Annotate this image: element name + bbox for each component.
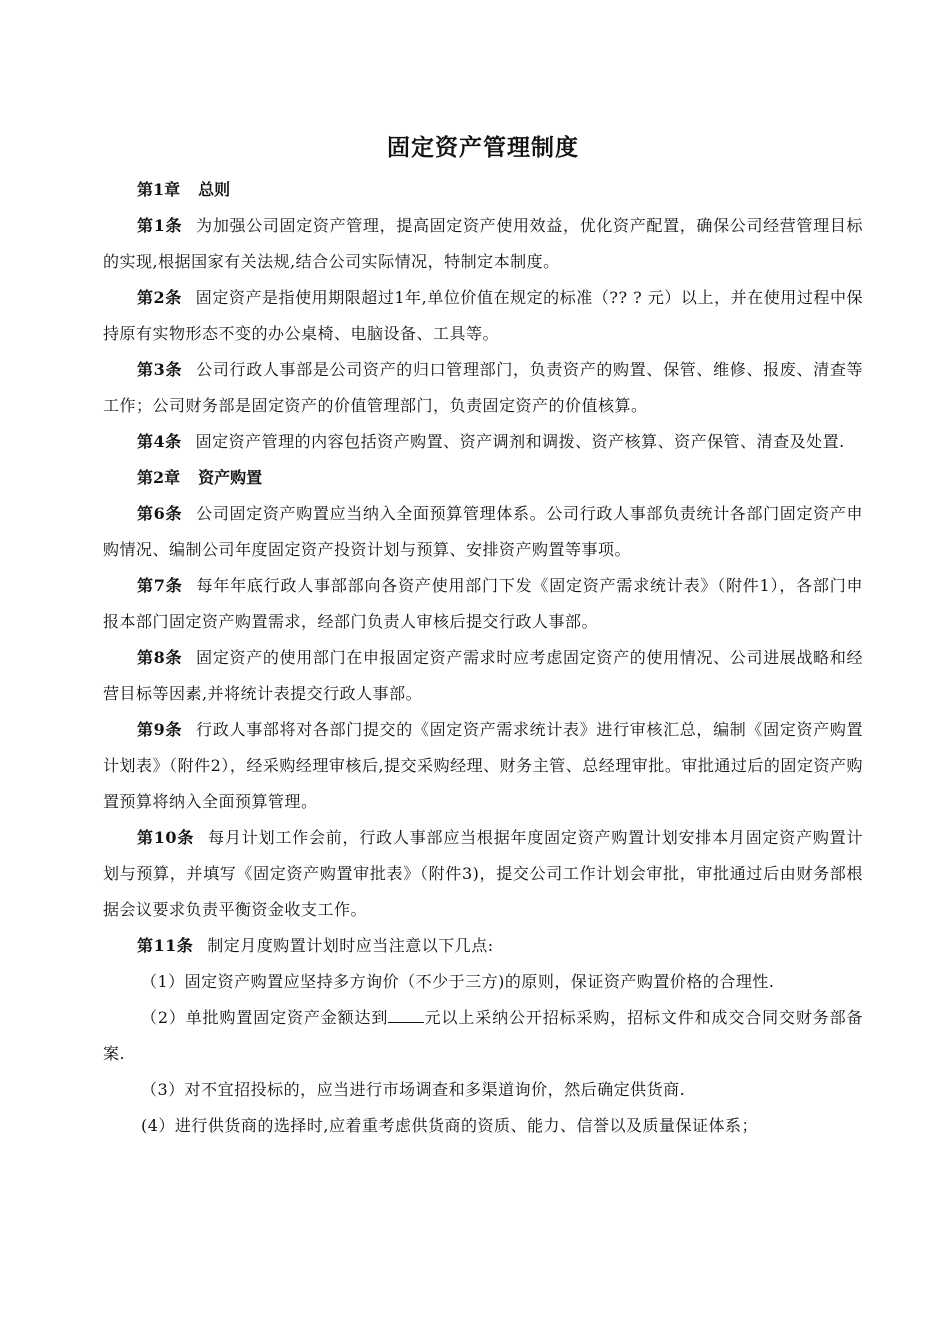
list-item-text: （2）单批购置固定资产金额达到 [141, 1008, 389, 1027]
article-label: 第8条 [137, 648, 183, 667]
article-text: 固定资产是指使用期限超过1年,单位价值在规定的标准（?? ? 元）以上，并在使用过程中保持原有实物形态不变的办公桌椅、电脑设备、工具等。 [103, 288, 863, 343]
chapter-heading-2 [103, 460, 863, 496]
article-text: 公司行政人事部是公司资产的归口管理部门，负责资产的购置、保管、维修、报废、清查等工作；公司财务部是固定资产的价值管理部门，负责固定资产的价值核算。 [103, 360, 863, 415]
list-item-3: （3）对不宜招投标的，应当进行市场调查和多渠道询价，然后确定供货商. [141, 1080, 686, 1099]
list-item-1: （1）固定资产购置应坚持多方询价（不少于三方)的原则，保证资产购置价格的合理性. [141, 972, 775, 991]
article-text: 为加强公司固定资产管理，提高固定资产使用效益，优化资产配置，确保公司经营管理目标的实现,根据国家有关法规,结合公司实际情况，特制定本制度。 [103, 216, 863, 271]
article-text: 固定资产的使用部门在申报固定资产需求时应考虑固定资产的使用情况、公司进展战略和经营目标等因素,并将统计表提交行政人事部。 [103, 648, 863, 703]
fill-in-blank [388, 1008, 424, 1023]
article-9 [103, 712, 863, 820]
article-8 [103, 640, 863, 712]
article-text: 固定资产管理的内容包括资产购置、资产调剂和调拨、资产核算、资产保管、清查及处置. [195, 432, 845, 451]
article-7 [103, 568, 863, 640]
article-label: 第10条 [137, 828, 195, 847]
chapter-number: 第2章 [137, 468, 181, 487]
article-label: 第4条 [137, 432, 182, 451]
article-label: 第1条 [137, 216, 183, 235]
chapter-name: 资产购置 [198, 468, 263, 487]
article-6 [103, 496, 863, 568]
article-label: 第11条 [137, 936, 194, 955]
list-item-text: 元以上采纳公开招标采购，招标文件和成交合同交财务部备案. [103, 1008, 863, 1063]
document-page [103, 128, 863, 1144]
article-4 [103, 424, 863, 460]
article-3 [103, 352, 863, 424]
article-2 [103, 280, 863, 352]
article-label: 第7条 [137, 576, 183, 595]
chapter-name: 总则 [198, 180, 231, 199]
article-text: 每月计划工作会前，行政人事部应当根据年度固定资产购置计划安排本月固定资产购置计划与预算，并填写《固定资产购置审批表》（附件3)，提交公司工作计划会审批，审批通过后由财务部根据会议要求负责平衡资金收支工作。 [103, 828, 863, 919]
document-title: 固定资产管理制度 [387, 135, 579, 161]
list-item-2 [103, 1000, 863, 1072]
article-11 [103, 928, 863, 964]
list-item-4: (4）进行供货商的选择时,应着重考虑供货商的资质、能力、信誉以及质量保证体系； [141, 1116, 759, 1135]
article-text: 每年年底行政人事部部向各资产使用部门下发《固定资产需求统计表》（附件1），各部门申报本部门固定资产购置需求，经部门负责人审核后提交行政人事部。 [103, 576, 863, 631]
article-label: 第6条 [137, 504, 183, 523]
article-1 [103, 208, 863, 280]
article-label: 第3条 [137, 360, 183, 379]
article-text: 行政人事部将对各部门提交的《固定资产需求统计表》进行审核汇总，编制《固定资产购置计划表》（附件2），经采购经理审核后,提交采购经理、财务主管、总经理审批。审批通过后的固定资产购置预算将纳入全面预算管理。 [103, 720, 863, 811]
article-label: 第2条 [137, 288, 182, 307]
article-text: 公司固定资产购置应当纳入全面预算管理体系。公司行政人事部负责统计各部门固定资产申购情况、编制公司年度固定资产投资计划与预算、安排资产购置等事项。 [103, 504, 863, 559]
article-10 [103, 820, 863, 928]
chapter-heading-1 [103, 172, 863, 208]
chapter-number: 第1章 [137, 180, 181, 199]
article-label: 第9条 [137, 720, 183, 739]
article-text: 制定月度购置计划时应当注意以下几点: [207, 936, 494, 955]
